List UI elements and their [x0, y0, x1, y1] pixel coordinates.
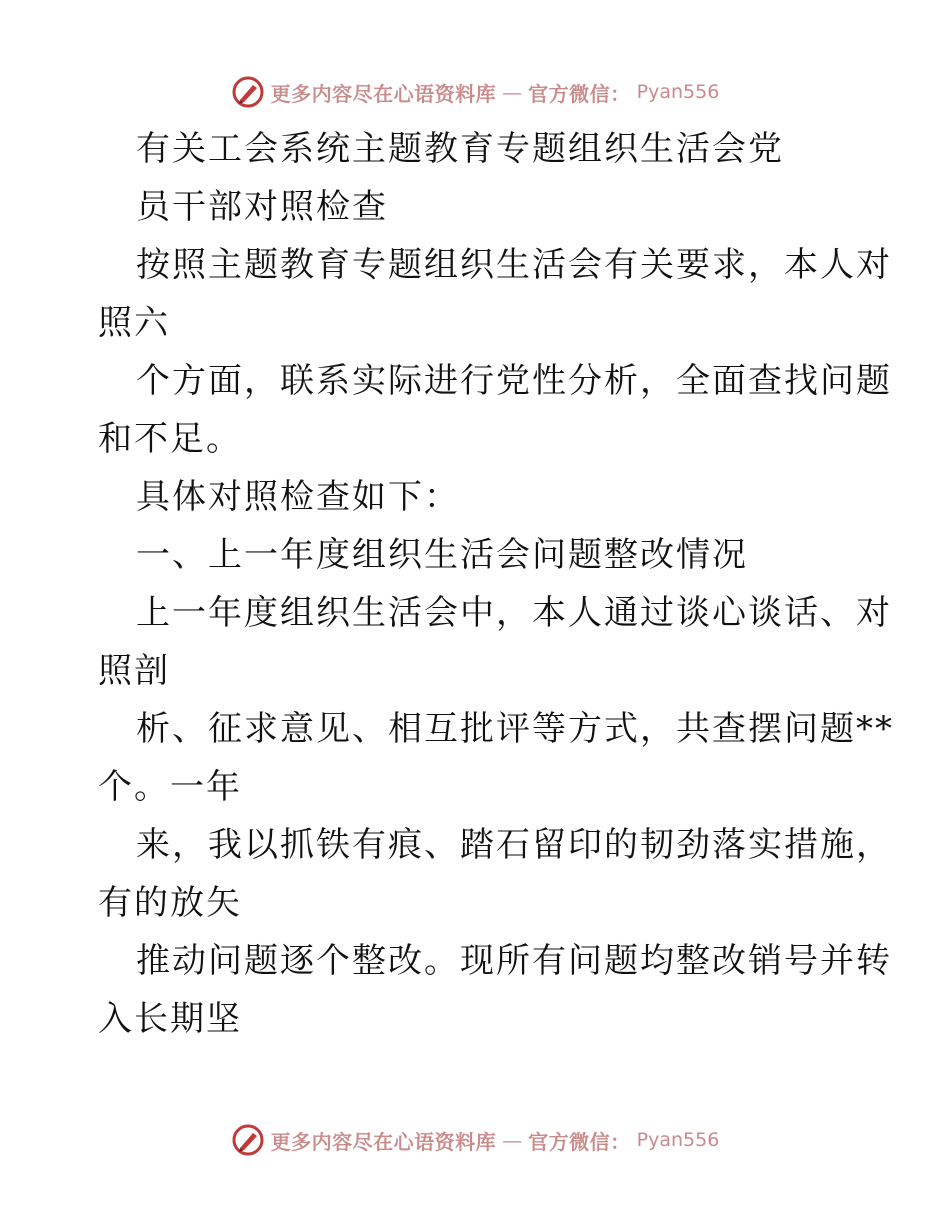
watermark-wechat-id: Pyan556	[636, 1129, 720, 1151]
watermark-brand: 更多内容尽在心语资料库	[270, 81, 497, 106]
doc-line: 一、上一年度组织生活会问题整改情况	[136, 535, 748, 575]
doc-line: 入长期坚	[98, 999, 242, 1039]
watermark-wechat-label: 官方微信：	[528, 1129, 631, 1154]
watermark-wechat-id: Pyan556	[636, 81, 720, 103]
doc-line: 有的放矢	[98, 883, 242, 923]
doc-line: 来，我以抓铁有痕、踏石留印的韧劲落实措施，	[136, 825, 892, 865]
doc-line: 按照主题教育专题组织生活会有关要求，本人对	[136, 245, 892, 285]
doc-line: 个。一年	[98, 767, 242, 807]
doc-line: 上一年度组织生活会中，本人通过谈心谈话、对	[136, 593, 892, 633]
watermark-wechat-label: 官方微信：	[528, 81, 631, 106]
footer-watermark	[0, 1120, 950, 1160]
doc-line: 析、征求意见、相互批评等方式，共查摆问题**	[136, 709, 894, 749]
pen-logo-icon	[231, 75, 265, 109]
watermark-brand: 更多内容尽在心语资料库	[270, 1129, 497, 1154]
document-body	[98, 120, 894, 1048]
doc-line: 具体对照检查如下：	[136, 477, 460, 517]
doc-line: 照剖	[98, 651, 170, 691]
doc-line: 推动问题逐个整改。现所有问题均整改销号并转	[136, 941, 892, 981]
pen-logo-icon	[231, 1123, 265, 1157]
header-watermark	[0, 72, 950, 112]
doc-line: 员干部对照检查	[136, 187, 388, 227]
watermark-dash: —	[502, 1128, 523, 1152]
doc-line: 个方面，联系实际进行党性分析，全面查找问题	[136, 361, 892, 401]
watermark-dash: —	[502, 80, 523, 104]
doc-line: 有关工会系统主题教育专题组织生活会党	[136, 129, 784, 169]
doc-line: 和不足。	[98, 419, 242, 459]
doc-line: 照六	[98, 303, 170, 343]
